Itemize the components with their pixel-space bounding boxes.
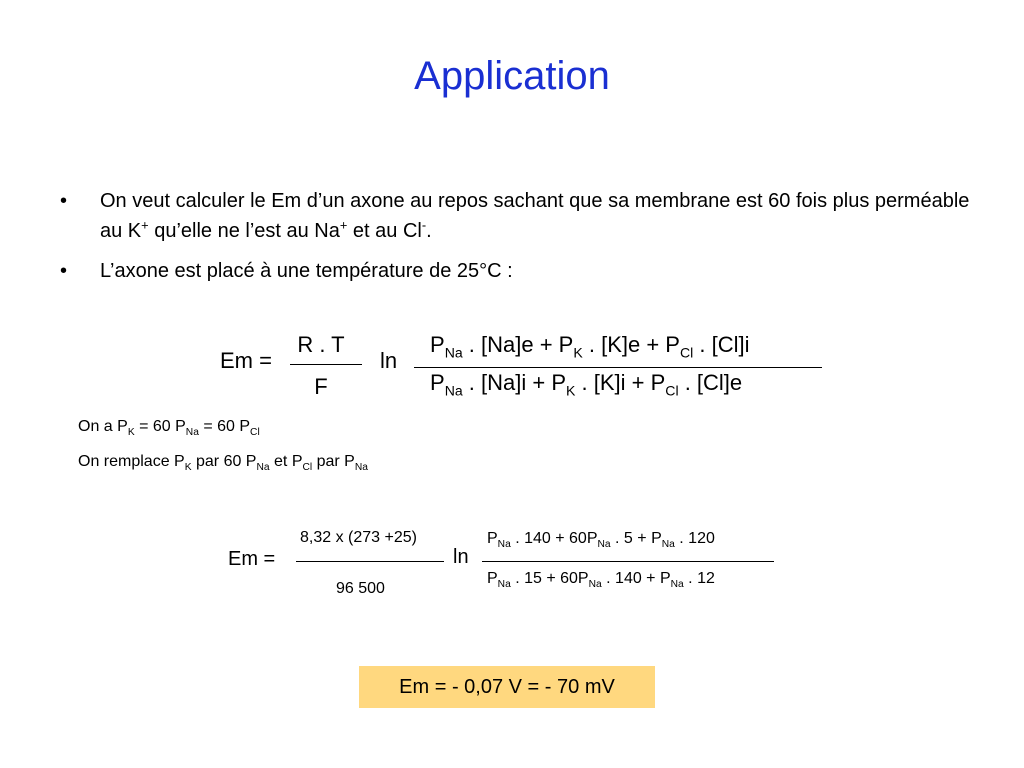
ln-operator: ln: [380, 348, 398, 373]
fraction-bar: [414, 367, 822, 368]
bullet-marker: •: [60, 190, 68, 212]
fraction-bar: [296, 561, 444, 562]
ghk-numerator: $P_{Na}$ . $[Na]e + P_K$ . $[K]e + P_{Cl}$ . [Cl]i: [430, 332, 750, 361]
formula-lhs: Em =: [220, 348, 272, 373]
bullet-text-2: L’axone est placé à une température de 25°C :: [100, 260, 513, 282]
fraction-bar: [482, 561, 774, 562]
formula-lhs: Em =: [228, 548, 276, 570]
note-substitution: On remplace $P_K$ par 60 $P_{Na}$ et $P_{Cl}$ par $P_{Na}$: [78, 453, 368, 474]
bullet-marker: •: [60, 260, 68, 282]
ghk-denominator: $P_{Na}$ . $[Na]i + P_K$ . $[K]i + P_{Cl}$ . [Cl]e: [430, 370, 743, 399]
fraction-numerator: 8,32 x (273 +25): [300, 529, 417, 546]
note-permeability: On a $P_K = 60$ $P_{Na} = 60$ $P_{Cl}$: [78, 418, 260, 439]
result-box: Em = - 0,07 V = - 70 mV: [359, 666, 655, 708]
slide-title: Application: [414, 54, 610, 98]
fraction-denominator: 96 500: [336, 580, 385, 597]
bullet-text-1: On veut calculer le Em d’un axone au repos sachant que sa membrane est 60 fois plus perméable au K+ qu’elle ne l’est au Na+ et au Cl-.: [100, 190, 970, 242]
fraction-numerator: R . T: [297, 332, 345, 357]
fraction-denominator: F: [314, 374, 328, 399]
numeric-denominator: $P_{Na}$ . $15 + 60P_{Na}$ . $140 + P_{Na}$ . 12: [487, 570, 715, 591]
numeric-numerator: $P_{Na}$ . $140 + 60P_{Na}$ . $5 + P_{Na}$ . 120: [487, 530, 715, 551]
fraction-bar: [290, 364, 362, 365]
ln-operator: ln: [453, 546, 469, 568]
